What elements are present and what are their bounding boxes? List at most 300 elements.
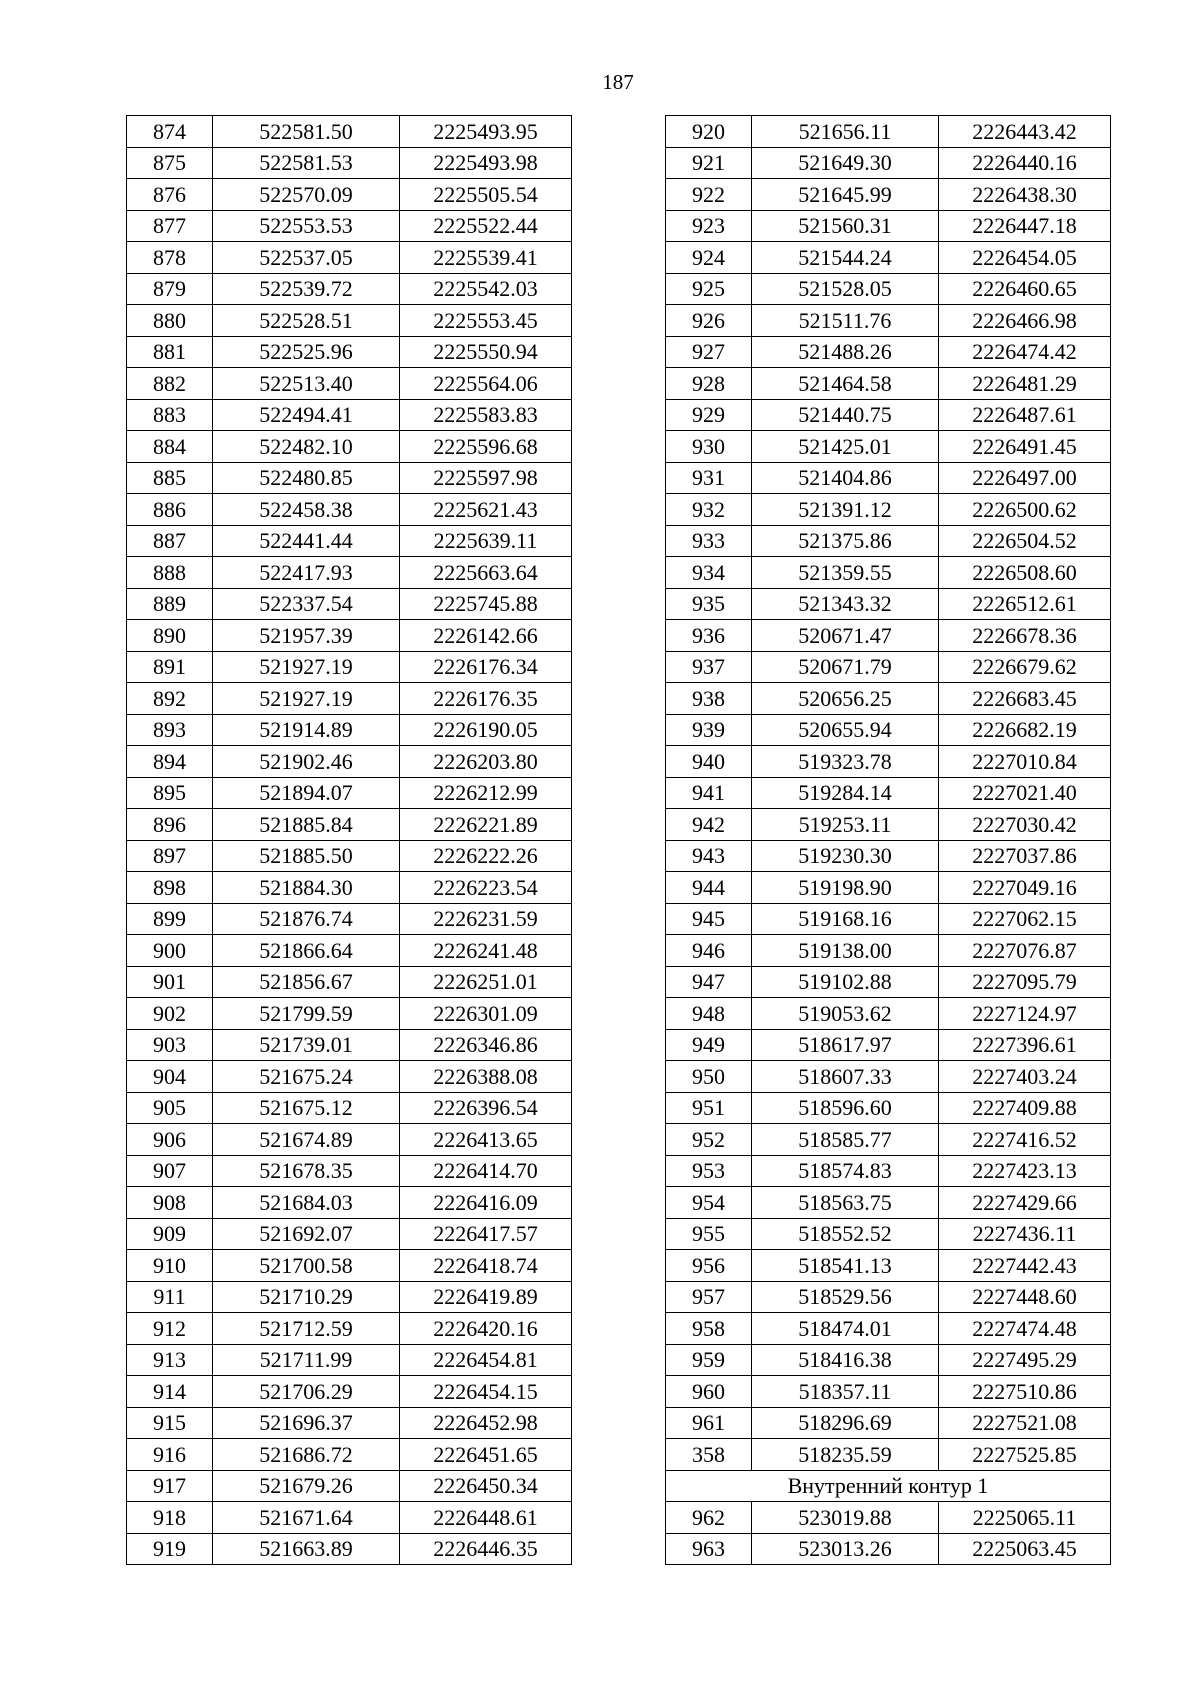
table-row — [127, 714, 572, 746]
point-number-cell: 955 — [666, 1218, 752, 1250]
point-number-cell: 874 — [127, 116, 213, 148]
y-coordinate-cell: 2225583.83 — [400, 399, 572, 431]
y-coordinate-cell: 2227124.97 — [939, 998, 1111, 1030]
x-coordinate-cell: 522525.96 — [213, 336, 400, 368]
y-coordinate-cell: 2225505.54 — [400, 179, 572, 211]
point-number-cell: 946 — [666, 935, 752, 967]
table-row — [666, 998, 1111, 1030]
x-coordinate-cell: 522458.38 — [213, 494, 400, 526]
x-coordinate-cell: 522537.05 — [213, 242, 400, 274]
y-coordinate-cell: 2225493.98 — [400, 147, 572, 179]
x-coordinate-cell: 521739.01 — [213, 1029, 400, 1061]
table-row — [127, 147, 572, 179]
y-coordinate-cell: 2226231.59 — [400, 903, 572, 935]
x-coordinate-cell: 521391.12 — [752, 494, 939, 526]
x-coordinate-cell: 520671.47 — [752, 620, 939, 652]
x-coordinate-cell: 521679.26 — [213, 1470, 400, 1502]
table-row — [666, 368, 1111, 400]
point-number-cell: 894 — [127, 746, 213, 778]
table-row — [127, 242, 572, 274]
point-number-cell: 961 — [666, 1407, 752, 1439]
y-coordinate-cell: 2227049.16 — [939, 872, 1111, 904]
point-number-cell: 925 — [666, 273, 752, 305]
table-row — [127, 935, 572, 967]
x-coordinate-cell: 518357.11 — [752, 1376, 939, 1408]
y-coordinate-cell: 2225564.06 — [400, 368, 572, 400]
x-coordinate-cell: 521696.37 — [213, 1407, 400, 1439]
y-coordinate-cell: 2226446.35 — [400, 1533, 572, 1565]
x-coordinate-cell: 518541.13 — [752, 1250, 939, 1282]
y-coordinate-cell: 2226450.34 — [400, 1470, 572, 1502]
x-coordinate-cell: 521684.03 — [213, 1187, 400, 1219]
y-coordinate-cell: 2226176.34 — [400, 651, 572, 683]
y-coordinate-cell: 2226420.16 — [400, 1313, 572, 1345]
point-number-cell: 900 — [127, 935, 213, 967]
point-number-cell: 942 — [666, 809, 752, 841]
point-number-cell: 928 — [666, 368, 752, 400]
x-coordinate-cell: 522553.53 — [213, 210, 400, 242]
table-row — [127, 1124, 572, 1156]
table-row — [127, 557, 572, 589]
point-number-cell: 886 — [127, 494, 213, 526]
y-coordinate-cell: 2227010.84 — [939, 746, 1111, 778]
x-coordinate-cell: 521544.24 — [752, 242, 939, 274]
y-coordinate-cell: 2226142.66 — [400, 620, 572, 652]
table-row — [127, 305, 572, 337]
x-coordinate-cell: 521663.89 — [213, 1533, 400, 1565]
table-row — [127, 494, 572, 526]
table-row — [666, 273, 1111, 305]
table-row — [127, 1313, 572, 1345]
point-number-cell: 906 — [127, 1124, 213, 1156]
table-row — [127, 746, 572, 778]
point-number-cell: 876 — [127, 179, 213, 211]
table-row — [666, 336, 1111, 368]
y-coordinate-cell: 2227403.24 — [939, 1061, 1111, 1093]
y-coordinate-cell: 2225542.03 — [400, 273, 572, 305]
point-number-cell: 919 — [127, 1533, 213, 1565]
x-coordinate-cell: 521927.19 — [213, 651, 400, 683]
table-row — [666, 1250, 1111, 1282]
table-row — [127, 777, 572, 809]
table-row — [127, 1502, 572, 1534]
x-coordinate-cell: 521700.58 — [213, 1250, 400, 1282]
table-row — [127, 1470, 572, 1502]
x-coordinate-cell: 519138.00 — [752, 935, 939, 967]
y-coordinate-cell: 2226418.74 — [400, 1250, 572, 1282]
x-coordinate-cell: 521712.59 — [213, 1313, 400, 1345]
x-coordinate-cell: 518607.33 — [752, 1061, 939, 1093]
point-number-cell: 931 — [666, 462, 752, 494]
x-coordinate-cell: 521343.32 — [752, 588, 939, 620]
point-number-cell: 895 — [127, 777, 213, 809]
table-row — [666, 557, 1111, 589]
coordinates-table-right — [665, 115, 1111, 1565]
point-number-cell: 881 — [127, 336, 213, 368]
point-number-cell: 912 — [127, 1313, 213, 1345]
y-coordinate-cell: 2225065.11 — [939, 1502, 1111, 1534]
x-coordinate-cell: 521902.46 — [213, 746, 400, 778]
y-coordinate-cell: 2225597.98 — [400, 462, 572, 494]
table-row — [666, 872, 1111, 904]
point-number-cell: 879 — [127, 273, 213, 305]
table-row — [666, 1155, 1111, 1187]
y-coordinate-cell: 2227510.86 — [939, 1376, 1111, 1408]
table-row — [666, 179, 1111, 211]
point-number-cell: 940 — [666, 746, 752, 778]
table-row — [666, 809, 1111, 841]
table-row — [127, 998, 572, 1030]
point-number-cell: 937 — [666, 651, 752, 683]
y-coordinate-cell: 2226176.35 — [400, 683, 572, 715]
point-number-cell: 907 — [127, 1155, 213, 1187]
y-coordinate-cell: 2227409.88 — [939, 1092, 1111, 1124]
y-coordinate-cell: 2226481.29 — [939, 368, 1111, 400]
point-number-cell: 956 — [666, 1250, 752, 1282]
y-coordinate-cell: 2226679.62 — [939, 651, 1111, 683]
x-coordinate-cell: 518563.75 — [752, 1187, 939, 1219]
y-coordinate-cell: 2226251.01 — [400, 966, 572, 998]
x-coordinate-cell: 518585.77 — [752, 1124, 939, 1156]
point-number-cell: 887 — [127, 525, 213, 557]
point-number-cell: 888 — [127, 557, 213, 589]
point-number-cell: 877 — [127, 210, 213, 242]
x-coordinate-cell: 518596.60 — [752, 1092, 939, 1124]
table-row — [127, 1250, 572, 1282]
point-number-cell: 960 — [666, 1376, 752, 1408]
y-coordinate-cell: 2225522.44 — [400, 210, 572, 242]
table-row — [127, 1533, 572, 1565]
y-coordinate-cell: 2226474.42 — [939, 336, 1111, 368]
x-coordinate-cell: 519230.30 — [752, 840, 939, 872]
table-row — [666, 399, 1111, 431]
table-row — [127, 1439, 572, 1471]
table-row — [127, 872, 572, 904]
y-coordinate-cell: 2227429.66 — [939, 1187, 1111, 1219]
y-coordinate-cell: 2226451.65 — [400, 1439, 572, 1471]
y-coordinate-cell: 2226440.16 — [939, 147, 1111, 179]
table-row — [127, 1155, 572, 1187]
table-row — [666, 1092, 1111, 1124]
x-coordinate-cell: 522482.10 — [213, 431, 400, 463]
y-coordinate-cell: 2227021.40 — [939, 777, 1111, 809]
point-number-cell: 916 — [127, 1439, 213, 1471]
point-number-cell: 920 — [666, 116, 752, 148]
table-row — [127, 1281, 572, 1313]
table-row — [127, 1187, 572, 1219]
x-coordinate-cell: 520671.79 — [752, 651, 939, 683]
y-coordinate-cell: 2227037.86 — [939, 840, 1111, 872]
y-coordinate-cell: 2226190.05 — [400, 714, 572, 746]
table-row — [127, 683, 572, 715]
table-row — [666, 1281, 1111, 1313]
table-row — [127, 399, 572, 431]
point-number-cell: 882 — [127, 368, 213, 400]
point-number-cell: 917 — [127, 1470, 213, 1502]
x-coordinate-cell: 521528.05 — [752, 273, 939, 305]
point-number-cell: 902 — [127, 998, 213, 1030]
y-coordinate-cell: 2225596.68 — [400, 431, 572, 463]
x-coordinate-cell: 522513.40 — [213, 368, 400, 400]
table-row — [127, 588, 572, 620]
table-row — [127, 1061, 572, 1093]
point-number-cell: 941 — [666, 777, 752, 809]
x-coordinate-cell: 518474.01 — [752, 1313, 939, 1345]
y-coordinate-cell: 2226508.60 — [939, 557, 1111, 589]
y-coordinate-cell: 2225493.95 — [400, 116, 572, 148]
x-coordinate-cell: 521692.07 — [213, 1218, 400, 1250]
point-number-cell: 952 — [666, 1124, 752, 1156]
table-row — [666, 777, 1111, 809]
y-coordinate-cell: 2226466.98 — [939, 305, 1111, 337]
table-row — [666, 840, 1111, 872]
point-number-cell: 913 — [127, 1344, 213, 1376]
point-number-cell: 953 — [666, 1155, 752, 1187]
table-row — [127, 273, 572, 305]
x-coordinate-cell: 521440.75 — [752, 399, 939, 431]
y-coordinate-cell: 2226388.08 — [400, 1061, 572, 1093]
point-number-cell: 948 — [666, 998, 752, 1030]
x-coordinate-cell: 522581.50 — [213, 116, 400, 148]
y-coordinate-cell: 2226512.61 — [939, 588, 1111, 620]
x-coordinate-cell: 521885.84 — [213, 809, 400, 841]
x-coordinate-cell: 521710.29 — [213, 1281, 400, 1313]
page-number: 187 — [602, 70, 634, 94]
table-row — [666, 683, 1111, 715]
y-coordinate-cell: 2226416.09 — [400, 1187, 572, 1219]
x-coordinate-cell: 518416.38 — [752, 1344, 939, 1376]
x-coordinate-cell: 521678.35 — [213, 1155, 400, 1187]
y-coordinate-cell: 2226222.26 — [400, 840, 572, 872]
table-row — [127, 1218, 572, 1250]
x-coordinate-cell: 523013.26 — [752, 1533, 939, 1565]
x-coordinate-cell: 519284.14 — [752, 777, 939, 809]
y-coordinate-cell: 2227474.48 — [939, 1313, 1111, 1345]
point-number-cell: 959 — [666, 1344, 752, 1376]
table-row — [127, 1344, 572, 1376]
x-coordinate-cell: 521885.50 — [213, 840, 400, 872]
point-number-cell: 949 — [666, 1029, 752, 1061]
x-coordinate-cell: 522570.09 — [213, 179, 400, 211]
table-body-right — [666, 116, 1111, 1565]
point-number-cell: 903 — [127, 1029, 213, 1061]
y-coordinate-cell: 2226223.54 — [400, 872, 572, 904]
y-coordinate-cell: 2227495.29 — [939, 1344, 1111, 1376]
x-coordinate-cell: 521649.30 — [752, 147, 939, 179]
y-coordinate-cell: 2226241.48 — [400, 935, 572, 967]
y-coordinate-cell: 2226487.61 — [939, 399, 1111, 431]
point-number-cell: 934 — [666, 557, 752, 589]
point-number-cell: 889 — [127, 588, 213, 620]
point-number-cell: 358 — [666, 1439, 752, 1471]
table-row — [127, 179, 572, 211]
table-row — [666, 1029, 1111, 1061]
x-coordinate-cell: 518296.69 — [752, 1407, 939, 1439]
table-row — [666, 431, 1111, 463]
y-coordinate-cell: 2227062.15 — [939, 903, 1111, 935]
point-number-cell: 962 — [666, 1502, 752, 1534]
x-coordinate-cell: 521425.01 — [752, 431, 939, 463]
point-number-cell: 947 — [666, 966, 752, 998]
point-number-cell: 945 — [666, 903, 752, 935]
table-row — [666, 935, 1111, 967]
point-number-cell: 905 — [127, 1092, 213, 1124]
table-row — [127, 116, 572, 148]
point-number-cell: 958 — [666, 1313, 752, 1345]
table-row — [666, 746, 1111, 778]
point-number-cell: 938 — [666, 683, 752, 715]
y-coordinate-cell: 2226221.89 — [400, 809, 572, 841]
point-number-cell: 909 — [127, 1218, 213, 1250]
y-coordinate-cell: 2226417.57 — [400, 1218, 572, 1250]
y-coordinate-cell: 2226448.61 — [400, 1502, 572, 1534]
table-row — [666, 242, 1111, 274]
table-row — [666, 1313, 1111, 1345]
x-coordinate-cell: 522441.44 — [213, 525, 400, 557]
x-coordinate-cell: 521464.58 — [752, 368, 939, 400]
point-number-cell: 899 — [127, 903, 213, 935]
point-number-cell: 929 — [666, 399, 752, 431]
x-coordinate-cell: 521359.55 — [752, 557, 939, 589]
y-coordinate-cell: 2226419.89 — [400, 1281, 572, 1313]
y-coordinate-cell: 2227525.85 — [939, 1439, 1111, 1471]
table-row — [666, 1439, 1111, 1471]
point-number-cell: 885 — [127, 462, 213, 494]
point-number-cell: 914 — [127, 1376, 213, 1408]
point-number-cell: 896 — [127, 809, 213, 841]
table-row — [666, 525, 1111, 557]
y-coordinate-cell: 2226413.65 — [400, 1124, 572, 1156]
x-coordinate-cell: 521711.99 — [213, 1344, 400, 1376]
x-coordinate-cell: 521645.99 — [752, 179, 939, 211]
point-number-cell: 950 — [666, 1061, 752, 1093]
point-number-cell: 898 — [127, 872, 213, 904]
table-row — [127, 1407, 572, 1439]
point-number-cell: 957 — [666, 1281, 752, 1313]
x-coordinate-cell: 518235.59 — [752, 1439, 939, 1471]
y-coordinate-cell: 2227448.60 — [939, 1281, 1111, 1313]
x-coordinate-cell: 521671.64 — [213, 1502, 400, 1534]
table-row — [127, 336, 572, 368]
x-coordinate-cell: 519323.78 — [752, 746, 939, 778]
y-coordinate-cell: 2225621.43 — [400, 494, 572, 526]
y-coordinate-cell: 2227095.79 — [939, 966, 1111, 998]
y-coordinate-cell: 2226438.30 — [939, 179, 1111, 211]
point-number-cell: 901 — [127, 966, 213, 998]
table-row — [127, 525, 572, 557]
y-coordinate-cell: 2227442.43 — [939, 1250, 1111, 1282]
point-number-cell: 893 — [127, 714, 213, 746]
y-coordinate-cell: 2226454.81 — [400, 1344, 572, 1376]
table-row — [666, 1344, 1111, 1376]
table-row — [666, 620, 1111, 652]
x-coordinate-cell: 522581.53 — [213, 147, 400, 179]
y-coordinate-cell: 2225550.94 — [400, 336, 572, 368]
x-coordinate-cell: 519053.62 — [752, 998, 939, 1030]
x-coordinate-cell: 519253.11 — [752, 809, 939, 841]
point-number-cell: 908 — [127, 1187, 213, 1219]
table-row — [666, 1502, 1111, 1534]
table-row — [666, 462, 1111, 494]
x-coordinate-cell: 519102.88 — [752, 966, 939, 998]
x-coordinate-cell: 521856.67 — [213, 966, 400, 998]
y-coordinate-cell: 2226452.98 — [400, 1407, 572, 1439]
y-coordinate-cell: 2226447.18 — [939, 210, 1111, 242]
y-coordinate-cell: 2226414.70 — [400, 1155, 572, 1187]
x-coordinate-cell: 520656.25 — [752, 683, 939, 715]
x-coordinate-cell: 521656.11 — [752, 116, 939, 148]
x-coordinate-cell: 523019.88 — [752, 1502, 939, 1534]
y-coordinate-cell: 2227521.08 — [939, 1407, 1111, 1439]
table-row — [127, 1092, 572, 1124]
coordinates-table-left — [126, 115, 572, 1565]
y-coordinate-cell: 2226491.45 — [939, 431, 1111, 463]
point-number-cell: 933 — [666, 525, 752, 557]
y-coordinate-cell: 2225639.11 — [400, 525, 572, 557]
point-number-cell: 875 — [127, 147, 213, 179]
y-coordinate-cell: 2225663.64 — [400, 557, 572, 589]
x-coordinate-cell: 521927.19 — [213, 683, 400, 715]
point-number-cell: 884 — [127, 431, 213, 463]
point-number-cell: 924 — [666, 242, 752, 274]
y-coordinate-cell: 2226454.15 — [400, 1376, 572, 1408]
y-coordinate-cell: 2226497.00 — [939, 462, 1111, 494]
table-row — [127, 1376, 572, 1408]
x-coordinate-cell: 521894.07 — [213, 777, 400, 809]
table-row — [127, 809, 572, 841]
x-coordinate-cell: 518617.97 — [752, 1029, 939, 1061]
x-coordinate-cell: 521884.30 — [213, 872, 400, 904]
point-number-cell: 927 — [666, 336, 752, 368]
table-row — [127, 903, 572, 935]
x-coordinate-cell: 522494.41 — [213, 399, 400, 431]
y-coordinate-cell: 2226682.19 — [939, 714, 1111, 746]
point-number-cell: 963 — [666, 1533, 752, 1565]
table-row — [666, 714, 1111, 746]
table-row — [666, 651, 1111, 683]
table-body-left — [127, 116, 572, 1565]
table-row — [127, 1029, 572, 1061]
point-number-cell: 883 — [127, 399, 213, 431]
point-number-cell: 897 — [127, 840, 213, 872]
x-coordinate-cell: 518552.52 — [752, 1218, 939, 1250]
y-coordinate-cell: 2226443.42 — [939, 116, 1111, 148]
point-number-cell: 891 — [127, 651, 213, 683]
y-coordinate-cell: 2226500.62 — [939, 494, 1111, 526]
table-row — [127, 651, 572, 683]
table-row — [666, 966, 1111, 998]
point-number-cell: 926 — [666, 305, 752, 337]
x-coordinate-cell: 521914.89 — [213, 714, 400, 746]
table-row — [666, 494, 1111, 526]
x-coordinate-cell: 522528.51 — [213, 305, 400, 337]
y-coordinate-cell: 2226212.99 — [400, 777, 572, 809]
point-number-cell: 951 — [666, 1092, 752, 1124]
y-coordinate-cell: 2226504.52 — [939, 525, 1111, 557]
table-row — [666, 1187, 1111, 1219]
y-coordinate-cell: 2226346.86 — [400, 1029, 572, 1061]
point-number-cell: 915 — [127, 1407, 213, 1439]
x-coordinate-cell: 518529.56 — [752, 1281, 939, 1313]
y-coordinate-cell: 2226454.05 — [939, 242, 1111, 274]
table-row — [666, 903, 1111, 935]
point-number-cell: 923 — [666, 210, 752, 242]
y-coordinate-cell: 2227436.11 — [939, 1218, 1111, 1250]
x-coordinate-cell: 522539.72 — [213, 273, 400, 305]
x-coordinate-cell: 519198.90 — [752, 872, 939, 904]
y-coordinate-cell: 2227423.13 — [939, 1155, 1111, 1187]
table-row — [666, 116, 1111, 148]
